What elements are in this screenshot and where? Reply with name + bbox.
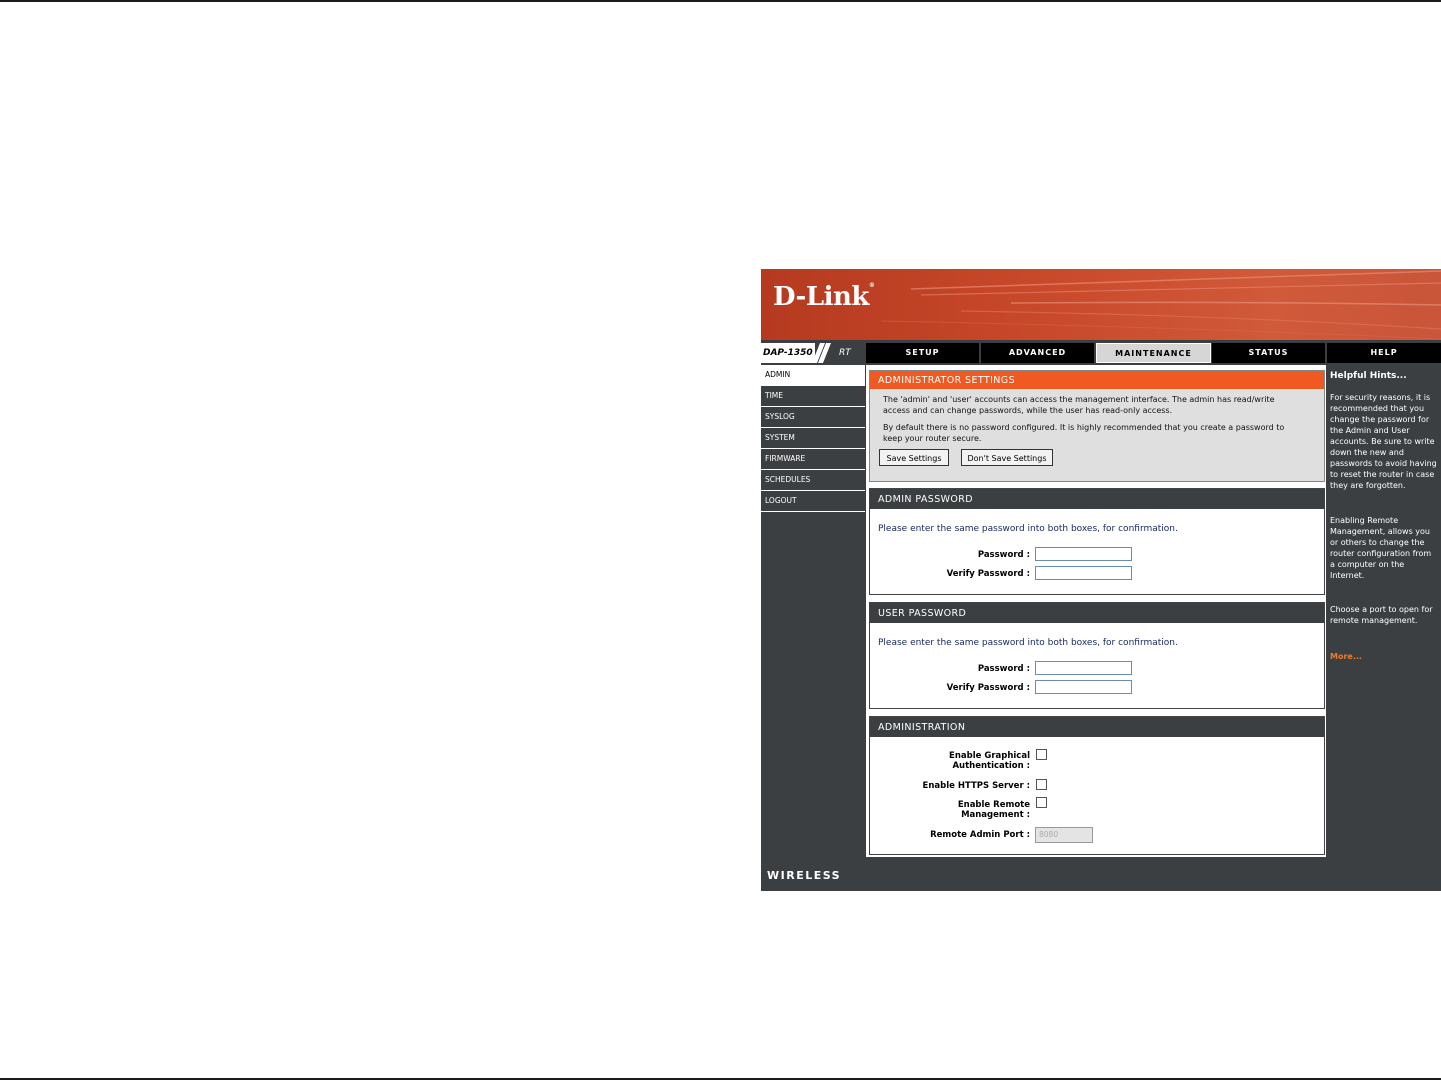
remote-management-label: Enable Remote Management : <box>957 800 1030 820</box>
bottom-rule <box>0 1078 1441 1080</box>
section-title: USER PASSWORD <box>870 603 1324 623</box>
admin-settings-description: The 'admin' and 'user' accounts can access the management interface. The admin has read/write access and can change passwords, while the user has read-only access. <box>883 395 1275 415</box>
https-server-label: Enable HTTPS Server : <box>922 781 1030 791</box>
save-settings-button[interactable]: Save Settings <box>879 449 949 466</box>
slash-icon <box>812 343 842 363</box>
tab-help[interactable]: HELP <box>1327 343 1441 363</box>
graphical-auth-label: Enable Graphical Authentication : <box>949 751 1030 771</box>
brand-banner <box>761 269 1441 340</box>
admin-password-input[interactable] <box>1035 547 1132 561</box>
confirm-instruction: Please enter the same password into both boxes, for confirmation. <box>878 524 1178 534</box>
sidebar-nav <box>761 365 865 512</box>
administration-section <box>869 716 1325 855</box>
sidebar-item-time[interactable]: TIME <box>761 386 865 407</box>
sidebar-item-admin[interactable]: ADMIN <box>761 365 865 386</box>
section-title: ADMINISTRATOR SETTINGS <box>870 371 1324 389</box>
https-server-checkbox[interactable] <box>1036 779 1047 790</box>
admin-password-label: Password : <box>977 550 1030 560</box>
sidebar-item-logout[interactable]: LOGOUT <box>761 491 865 512</box>
user-verify-password-input[interactable] <box>1035 680 1132 694</box>
admin-verify-password-label: Verify Password : <box>946 569 1030 579</box>
sidebar-item-firmware[interactable]: FIRMWARE <box>761 449 865 470</box>
graphical-auth-checkbox[interactable] <box>1036 749 1047 760</box>
tab-bar <box>761 342 1441 364</box>
wireless-wordmark: WIRELESS <box>767 869 842 882</box>
main-content <box>866 365 1326 857</box>
footer-bar <box>761 859 1441 891</box>
tab-setup[interactable]: SETUP <box>866 343 979 363</box>
tab-status[interactable]: STATUS <box>1212 343 1325 363</box>
help-panel <box>1327 365 1441 857</box>
sidebar-item-system[interactable]: SYSTEM <box>761 428 865 449</box>
user-password-input[interactable] <box>1035 661 1132 675</box>
help-more-link[interactable]: More... <box>1330 652 1362 661</box>
dlink-logo: D-Link® <box>773 282 875 312</box>
confirm-instruction: Please enter the same password into both boxes, for confirmation. <box>878 638 1178 648</box>
user-verify-password-label: Verify Password : <box>946 683 1030 693</box>
help-title: Helpful Hints... <box>1330 371 1407 381</box>
model-badge <box>761 343 864 363</box>
help-hint-remote-management: Enabling Remote Management, allows you or others to change the router configuration from a computer on the Internet. <box>1330 516 1432 580</box>
tab-advanced[interactable]: ADVANCED <box>981 343 1094 363</box>
tab-maintenance[interactable]: MAINTENANCE <box>1096 343 1211 363</box>
user-password-section <box>869 602 1325 709</box>
admin-verify-password-input[interactable] <box>1035 566 1132 580</box>
admin-password-section <box>869 488 1325 595</box>
model-suffix: RT <box>839 348 851 358</box>
help-hint-security: For security reasons, it is recommended that you change the password for the Admin and User accounts. Be sure to write down the new and passwords to avoid having to reset the router in case they are forgotten. <box>1330 393 1437 490</box>
administrator-settings-section <box>869 370 1325 482</box>
router-admin-page <box>761 269 1441 891</box>
dont-save-settings-button[interactable]: Don't Save Settings <box>961 449 1053 466</box>
model-name: DAP-1350 <box>763 348 813 358</box>
section-title: ADMIN PASSWORD <box>870 489 1324 509</box>
admin-settings-default-note: By default there is no password configured. It is highly recommended that you create a password to keep your router secure. <box>883 423 1285 443</box>
sidebar-item-syslog[interactable]: SYSLOG <box>761 407 865 428</box>
remote-admin-port-label: Remote Admin Port : <box>930 830 1030 840</box>
user-password-label: Password : <box>977 664 1030 674</box>
sidebar-item-schedules[interactable]: SCHEDULES <box>761 470 865 491</box>
remote-admin-port-input[interactable]: 8080 <box>1035 827 1093 843</box>
top-rule <box>0 0 1441 2</box>
section-title: ADMINISTRATION <box>870 717 1324 737</box>
remote-management-checkbox[interactable] <box>1036 797 1047 808</box>
help-hint-port: Choose a port to open for remote management. <box>1330 605 1433 625</box>
